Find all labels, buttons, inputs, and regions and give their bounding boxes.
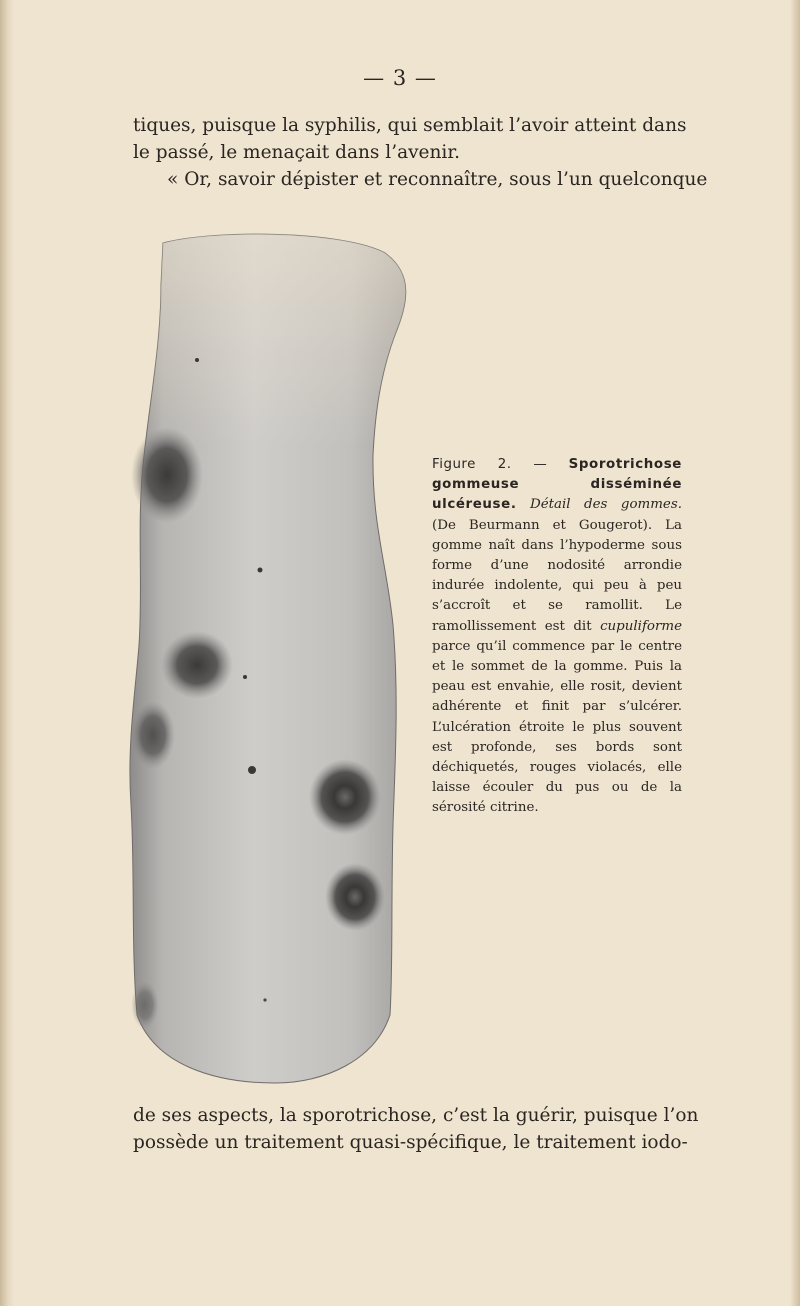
gumma-lesion [131,701,175,769]
text-line: de ses aspects, la sporotrichose, c’est la guérir, puisque l’on [133,1105,699,1126]
ulcerated-gumma [325,863,385,931]
figure-italic-term: cupuliforme [600,618,682,634]
ulcerated-gumma [309,759,381,835]
figure-label: Figure 2. — [432,457,548,472]
text-line: le passé, le menaçait dans l’avenir. [133,142,461,163]
figure-text: (De Beurmann et Gougerot). La gomme naît dans l’hypoderme sous forme d’une nodosité arrondie indurée indolente, qui peu à peu s’accroît et se ramollit. Le ramollissement est dit [432,517,682,634]
figure-caption [432,455,682,819]
top-paragraph [133,112,708,193]
bottom-paragraph [133,1102,699,1156]
gumma-lesion [131,427,203,523]
text-line: possède un traitement quasi-spécifique, le traitement iodo- [133,1132,688,1153]
gumma-lesion [161,631,233,699]
figure-title: Sporotrichose gommeuse disséminée ulcéreuse. [432,457,682,513]
gumma-lesion [131,981,159,1029]
page-number: — 3 — [363,66,437,90]
figure-text: parce qu’il commence par le centre et le sommet de la gomme. Puis la peau est envahie, elle rosit, devient adhérente et finit par s’ulcérer. L’ulcération étroite le plus souvent est profonde, ses bords sont déchiquetés, rouges violacés, elle laisse écouler du pus ou de la sérosité citrine. [432,638,682,816]
text-line: « Or, savoir dépister et reconnaître, sous l’un quelconque [167,169,708,190]
page-edge-shadow [0,0,14,1306]
page-edge-shadow-right [790,0,800,1306]
text-line: tiques, puisque la syphilis, qui semblait l’avoir atteint dans [133,115,687,136]
figure-subtitle: Détail des gommes. [529,497,682,513]
figure-photo-leg [125,225,415,1085]
